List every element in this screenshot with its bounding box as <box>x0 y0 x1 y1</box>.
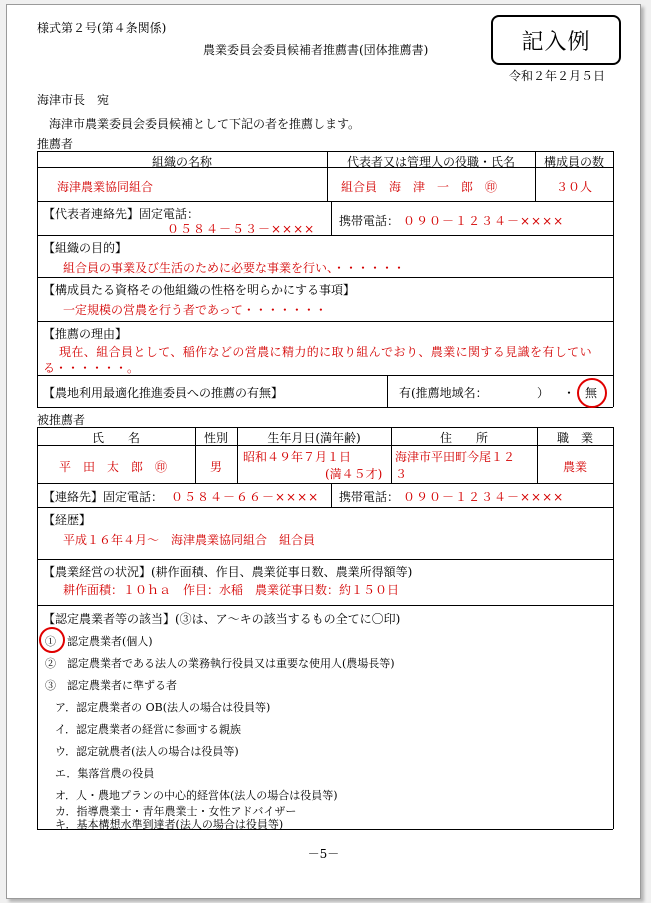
cert-subitem: ア．認定農業者の OB(法人の場合は役員等) <box>55 701 271 714</box>
col-members: 構成員の数 <box>543 155 604 169</box>
career-label: 【経歴】 <box>43 513 92 527</box>
document-page <box>6 4 641 899</box>
rep-mobile-label: 携帯電話： <box>339 214 400 228</box>
promotion-no: 無 <box>585 386 598 400</box>
col-address: 住 所 <box>439 431 488 445</box>
intro-text: 海津市農業委員会委員候補として下記の者を推薦します。 <box>49 117 361 131</box>
cert-item: ① 認定農業者(個人) <box>45 635 153 648</box>
reason-line-2: る・・・・・・。 <box>43 361 140 375</box>
nominee-name: 平 田 太 郎 ㊞ <box>59 460 168 474</box>
nominee-mobile-label: 携帯電話： <box>339 490 400 504</box>
certification-label: 【認定農業者等の該当】(③は、ア～キの該当するもの全てに〇印) <box>43 612 401 626</box>
farming-value: 耕作面積：１０ｈａ 作目：水稲 農業従事日数：約１５０日 <box>63 583 400 597</box>
promotion-dot: ・ <box>563 386 576 400</box>
nominee-address-line-2: ３ <box>395 467 408 481</box>
page-number: －5－ <box>307 847 340 861</box>
eligibility-value: 一定規模の営農を行う者であって・・・・・・・ <box>63 303 327 317</box>
cert-item: ② 認定農業者である法人の業務執行役員又は重要な使用人(農場長等) <box>45 657 395 670</box>
document-date: 令和２年２月５日 <box>509 69 606 83</box>
representative-value: 組合員 海 津 一 郎 ㊞ <box>341 180 498 194</box>
nominee-gender: 男 <box>209 460 222 474</box>
nominee-section-label: 被推薦者 <box>37 413 86 427</box>
promotion-label: 【農地利用最適化推進委員への推薦の有無】 <box>43 386 284 400</box>
nominee-fixed-phone: ０５８４－６６－×××× <box>171 490 320 504</box>
reason-line-1: 現在、組合員として、稲作などの営農に精力的に取り組んでおり、農業に関する見識を有してい <box>59 345 592 359</box>
col-birth-date: 生年月日(満年齢) <box>267 431 361 445</box>
cert-subitem: エ．集落営農の役員 <box>55 767 155 780</box>
farming-label: 【農業経営の状況】(耕作面積、作目、農業従事日数、農業所得額等) <box>43 565 413 579</box>
purpose-label: 【組織の目的】 <box>43 241 128 255</box>
addressee: 海津市長 宛 <box>37 93 110 107</box>
recommender-section-label: 推薦者 <box>37 137 74 151</box>
nominee-mobile-phone: ０９０－１２３４－×××× <box>403 490 565 504</box>
career-value: 平成１６年４月～ 海津農業協同組合 組合員 <box>63 533 316 547</box>
col-representative: 代表者又は管理人の役職・氏名 <box>346 155 515 169</box>
col-gender: 性別 <box>203 431 228 445</box>
rep-fixed-phone: ０５８４－５３－×××× <box>167 222 316 236</box>
selected-circle-mark <box>39 627 65 653</box>
reason-label: 【推薦の理由】 <box>43 327 128 341</box>
rep-contact-label: 【代表者連絡先】固定電話： <box>43 207 200 221</box>
cert-subitem: キ．基本構想水準到達者(法人の場合は役員等) <box>55 818 284 831</box>
form-number: 様式第２号(第４条関係) <box>37 21 167 35</box>
nominee-address-line-1: 海津市平田町今尾１２ <box>395 450 516 464</box>
eligibility-label: 【構成員たる資格その他組織の性格を明らかにする事項】 <box>43 283 356 297</box>
cert-item: ③ 認定農業者に準ずる者 <box>45 679 177 692</box>
col-name: 氏 名 <box>91 431 140 445</box>
example-stamp: 記入例 <box>491 15 621 65</box>
cert-subitem: オ．人・農地プランの中心的経営体(法人の場合は役員等) <box>55 789 338 802</box>
nominee-occupation: 農業 <box>562 460 587 474</box>
col-org-name: 組織の名称 <box>151 155 212 169</box>
nominee-birth-date: 昭和４９年７月１日 <box>243 450 352 464</box>
org-name-value: 海津農業協同組合 <box>57 180 154 194</box>
cert-subitem: イ．認定農業者の経営に参画する親族 <box>55 723 242 736</box>
nominee-contact-label: 【連絡先】固定電話： <box>43 490 164 504</box>
promotion-close: ） <box>537 386 550 400</box>
cert-subitem: ウ．認定就農者(法人の場合は役員等) <box>55 745 239 758</box>
col-occupation: 職 業 <box>556 431 593 445</box>
purpose-value: 組合員の事業及び生活のために必要な事業を行い、・・・・・・ <box>63 261 406 275</box>
promotion-yes: 有(推薦地域名： <box>399 386 488 400</box>
members-value: ３０人 <box>555 180 592 194</box>
rep-mobile-phone: ０９０－１２３４－×××× <box>403 214 565 228</box>
nominee-age: (満４５才) <box>325 467 383 481</box>
cert-subitem: カ．指導農業士・青年農業士・女性アドバイザー <box>55 805 297 818</box>
selected-circle-mark <box>577 378 607 408</box>
document-title: 農業委員会委員候補者推薦書(団体推薦書) <box>203 43 429 57</box>
